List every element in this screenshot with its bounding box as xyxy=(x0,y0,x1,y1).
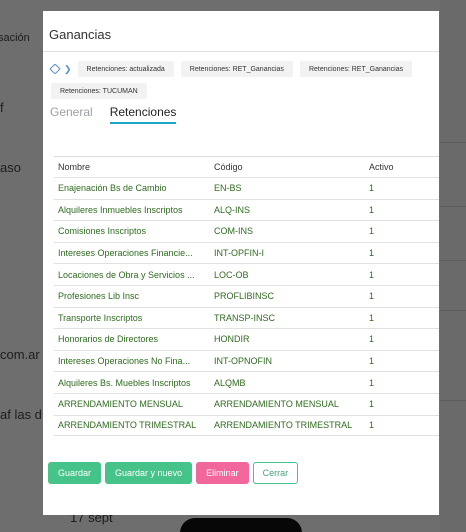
cell-codigo: EN-BS xyxy=(214,183,242,194)
cell-activo: 1 xyxy=(369,399,375,410)
close-button[interactable]: Cerrar xyxy=(253,462,299,484)
cell-codigo: COM-INS xyxy=(214,226,253,237)
cell-codigo: HONDIR xyxy=(214,334,250,345)
cell-codigo: INT-OPNOFIN xyxy=(214,356,272,367)
tag-icons xyxy=(51,64,72,75)
table-row[interactable] xyxy=(54,199,439,221)
cell-codigo: ARRENDAMIENTO TRIMESTRAL xyxy=(214,420,353,431)
tag-item[interactable]: Retenciones: RET_Ganancias xyxy=(300,61,412,77)
cell-activo: 1 xyxy=(369,420,375,431)
table-row[interactable] xyxy=(54,177,439,199)
cell-codigo: ARRENDAMIENTO MENSUAL xyxy=(214,399,339,410)
cell-activo: 1 xyxy=(369,356,375,367)
tag-row-2 xyxy=(51,83,154,99)
cell-activo: 1 xyxy=(369,291,375,302)
retenciones-table xyxy=(54,156,439,436)
cell-activo: 1 xyxy=(369,269,375,280)
cell-nombre: Comisiones Inscriptos xyxy=(58,226,147,237)
table-row[interactable] xyxy=(54,263,439,285)
table-header xyxy=(54,156,439,177)
cell-nombre: Alquileres Bs. Muebles Inscriptos xyxy=(58,377,191,388)
cell-codigo: PROFLIBINSC xyxy=(214,291,275,302)
ganancias-modal xyxy=(43,11,439,515)
chevron-right-icon[interactable]: ❯ xyxy=(64,63,72,74)
save-and-new-button[interactable]: Guardar y nuevo xyxy=(105,462,192,484)
cell-activo: 1 xyxy=(369,312,375,323)
table-row[interactable] xyxy=(54,415,439,437)
tab-general[interactable]: General xyxy=(50,105,93,119)
cell-activo: 1 xyxy=(369,183,375,194)
table-row[interactable] xyxy=(54,307,439,329)
cell-activo: 1 xyxy=(369,334,375,345)
cell-codigo: ALQ-INS xyxy=(214,204,251,215)
tag-icon xyxy=(49,63,60,74)
modal-title: Ganancias xyxy=(49,27,112,42)
cell-activo: 1 xyxy=(369,248,375,259)
cell-activo: 1 xyxy=(369,226,375,237)
cell-nombre: Honorarios de Directores xyxy=(58,334,159,345)
tab-retenciones[interactable]: Retenciones xyxy=(110,105,177,124)
cell-nombre: Alquileres Inmuebles Inscriptos xyxy=(58,204,183,215)
cell-activo: 1 xyxy=(369,377,375,388)
tag-item[interactable]: Retenciones: actualizada xyxy=(78,61,174,77)
table-row[interactable] xyxy=(54,350,439,372)
cell-nombre: ARRENDAMIENTO TRIMESTRAL xyxy=(58,420,197,431)
title-divider xyxy=(43,51,439,52)
table-row[interactable] xyxy=(54,285,439,307)
table-row[interactable] xyxy=(54,328,439,350)
tag-item[interactable]: Retenciones: RET_Ganancias xyxy=(181,61,293,77)
table-row[interactable] xyxy=(54,393,439,415)
cell-nombre: ARRENDAMIENTO MENSUAL xyxy=(58,399,183,410)
tag-row xyxy=(51,61,419,77)
tag-item[interactable]: Retenciones: TUCUMAN xyxy=(51,83,147,99)
header-nombre[interactable]: Nombre xyxy=(58,162,91,172)
cell-codigo: INT-OPFIN-I xyxy=(214,248,264,259)
cell-codigo: ALQMB xyxy=(214,377,246,388)
delete-button[interactable]: Eliminar xyxy=(196,462,249,484)
save-button[interactable]: Guardar xyxy=(48,462,101,484)
cell-nombre: Intereses Operaciones Financie... xyxy=(58,248,193,259)
cell-nombre: Transporte Inscriptos xyxy=(58,312,143,323)
cell-nombre: Profesiones Lib Insc xyxy=(58,291,140,302)
table-row[interactable] xyxy=(54,220,439,242)
table-row[interactable] xyxy=(54,242,439,264)
cell-nombre: Enajenación Bs de Cambio xyxy=(58,183,167,194)
cell-activo: 1 xyxy=(369,204,375,215)
table-row[interactable] xyxy=(54,371,439,393)
modal-tabs xyxy=(50,105,176,124)
header-activo[interactable]: Activo xyxy=(369,162,394,172)
cell-codigo: LOC-OB xyxy=(214,269,249,280)
cell-nombre: Locaciones de Obra y Servicios ... xyxy=(58,269,195,280)
table-body xyxy=(54,177,439,436)
action-buttons xyxy=(48,462,298,484)
header-codigo[interactable]: Código xyxy=(214,162,243,172)
cell-codigo: TRANSP-INSC xyxy=(214,312,276,323)
cell-nombre: Intereses Operaciones No Fina... xyxy=(58,356,191,367)
